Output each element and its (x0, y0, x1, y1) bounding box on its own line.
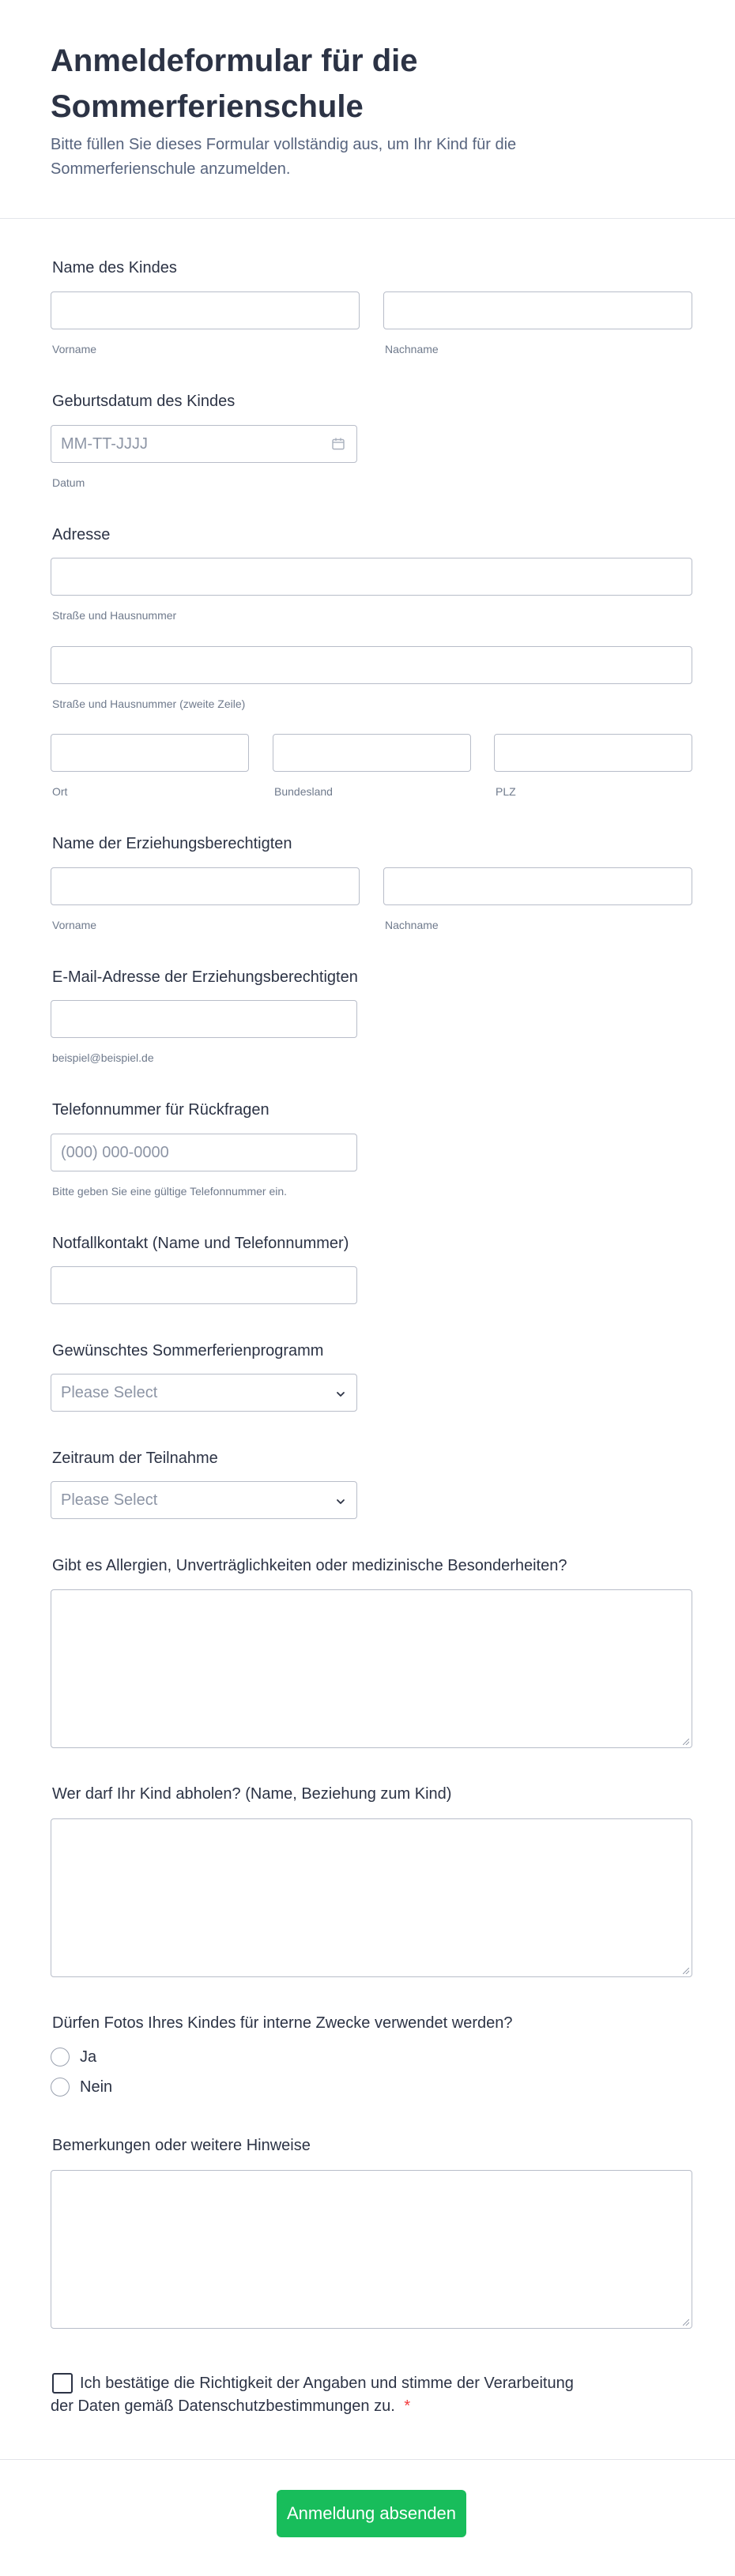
address-label: Adresse (52, 526, 111, 543)
period-select[interactable] (51, 1481, 357, 1519)
calendar-icon[interactable] (331, 437, 345, 451)
resize-handle-icon[interactable] (683, 1968, 689, 1974)
phone-label: Telefonnummer für Rückfragen (52, 1101, 270, 1119)
period-selected-value: Please Select (61, 1491, 158, 1509)
emergency-label: Notfallkontakt (Name und Telefonnummer) (52, 1235, 349, 1252)
photos-option-yes-label[interactable]: Ja (80, 2048, 97, 2066)
street-input[interactable] (51, 558, 692, 596)
child-first-name-input[interactable] (51, 291, 360, 329)
child-first-name-sublabel: Vorname (52, 343, 97, 355)
guardian-name-label: Name der Erziehungsberechtigten (52, 835, 292, 852)
photos-radio-yes[interactable] (51, 2048, 70, 2066)
consent-text: der Daten gemäß Datenschutzbestimmungen zu. (51, 2397, 395, 2415)
birthdate-input[interactable] (51, 425, 357, 463)
consent-text-line1: Ich bestätige die Richtigkeit der Angaben und stimme der Verarbeitung (80, 2375, 574, 2392)
allergies-textarea[interactable] (51, 1589, 692, 1748)
child-last-name-sublabel: Nachname (385, 343, 439, 355)
chevron-down-icon (334, 1495, 347, 1507)
resize-handle-icon[interactable] (683, 1739, 689, 1745)
birthdate-label: Geburtsdatum des Kindes (52, 393, 236, 410)
remarks-textarea[interactable] (51, 2170, 692, 2329)
city-input[interactable] (51, 734, 249, 772)
chevron-down-icon (334, 1387, 347, 1400)
zip-sublabel: PLZ (496, 785, 516, 798)
street2-input[interactable] (51, 646, 692, 684)
email-label: E-Mail-Adresse der Erziehungsberechtigten (52, 968, 358, 986)
program-label: Gewünschtes Sommerferienprogramm (52, 1342, 324, 1359)
period-label: Zeitraum der Teilnahme (52, 1450, 218, 1467)
guardian-last-name-input[interactable] (383, 867, 692, 905)
birthdate-placeholder: MM-TT-JJJJ (61, 434, 148, 453)
state-input[interactable] (273, 734, 471, 772)
guardian-first-name-input[interactable] (51, 867, 360, 905)
consent-checkbox[interactable] (52, 2373, 73, 2394)
birthdate-sublabel: Datum (52, 476, 85, 489)
guardian-first-name-sublabel: Vorname (52, 919, 97, 931)
email-sublabel: beispiel@beispiel.de (52, 1051, 154, 1064)
phone-input[interactable] (51, 1134, 357, 1171)
street2-sublabel: Straße und Hausnummer (zweite Zeile) (52, 698, 246, 710)
allergies-label: Gibt es Allergien, Unverträglichkeiten oder medizinische Besonderheiten? (52, 1557, 567, 1574)
page-subtitle: Bitte füllen Sie dieses Formular vollständig aus, um Ihr Kind für die Sommerferienschule anzumelden. (51, 136, 517, 178)
pickup-textarea[interactable] (51, 1818, 692, 1977)
page-title: Anmeldeformular für die Sommerferienschule (51, 43, 418, 124)
email-input[interactable] (51, 1000, 357, 1038)
photos-option-no-label[interactable]: Nein (80, 2078, 113, 2096)
zip-input[interactable] (494, 734, 692, 772)
footer-divider (0, 2459, 735, 2460)
submit-button[interactable]: Anmeldung absenden (277, 2490, 466, 2537)
child-last-name-input[interactable] (383, 291, 692, 329)
state-sublabel: Bundesland (274, 785, 333, 798)
program-select[interactable] (51, 1374, 357, 1412)
child-name-label: Name des Kindes (52, 259, 177, 276)
phone-placeholder: (000) 000-0000 (61, 1143, 169, 1161)
guardian-last-name-sublabel: Nachname (385, 919, 439, 931)
consent-text-line2 (51, 2396, 410, 2416)
street-sublabel: Straße und Hausnummer (52, 609, 177, 622)
program-selected-value: Please Select (61, 1383, 158, 1401)
required-mark: * (404, 2397, 411, 2415)
phone-sublabel: Bitte geben Sie eine gültige Telefonnummer ein. (52, 1185, 288, 1198)
photos-label: Dürfen Fotos Ihres Kindes für interne Zwecke verwendet werden? (52, 2014, 513, 2032)
city-sublabel: Ort (52, 785, 68, 798)
pickup-label: Wer darf Ihr Kind abholen? (Name, Beziehung zum Kind) (52, 1785, 452, 1803)
remarks-label: Bemerkungen oder weitere Hinweise (52, 2137, 311, 2154)
resize-handle-icon[interactable] (683, 2319, 689, 2326)
emergency-input[interactable] (51, 1266, 357, 1304)
photos-radio-no[interactable] (51, 2078, 70, 2097)
